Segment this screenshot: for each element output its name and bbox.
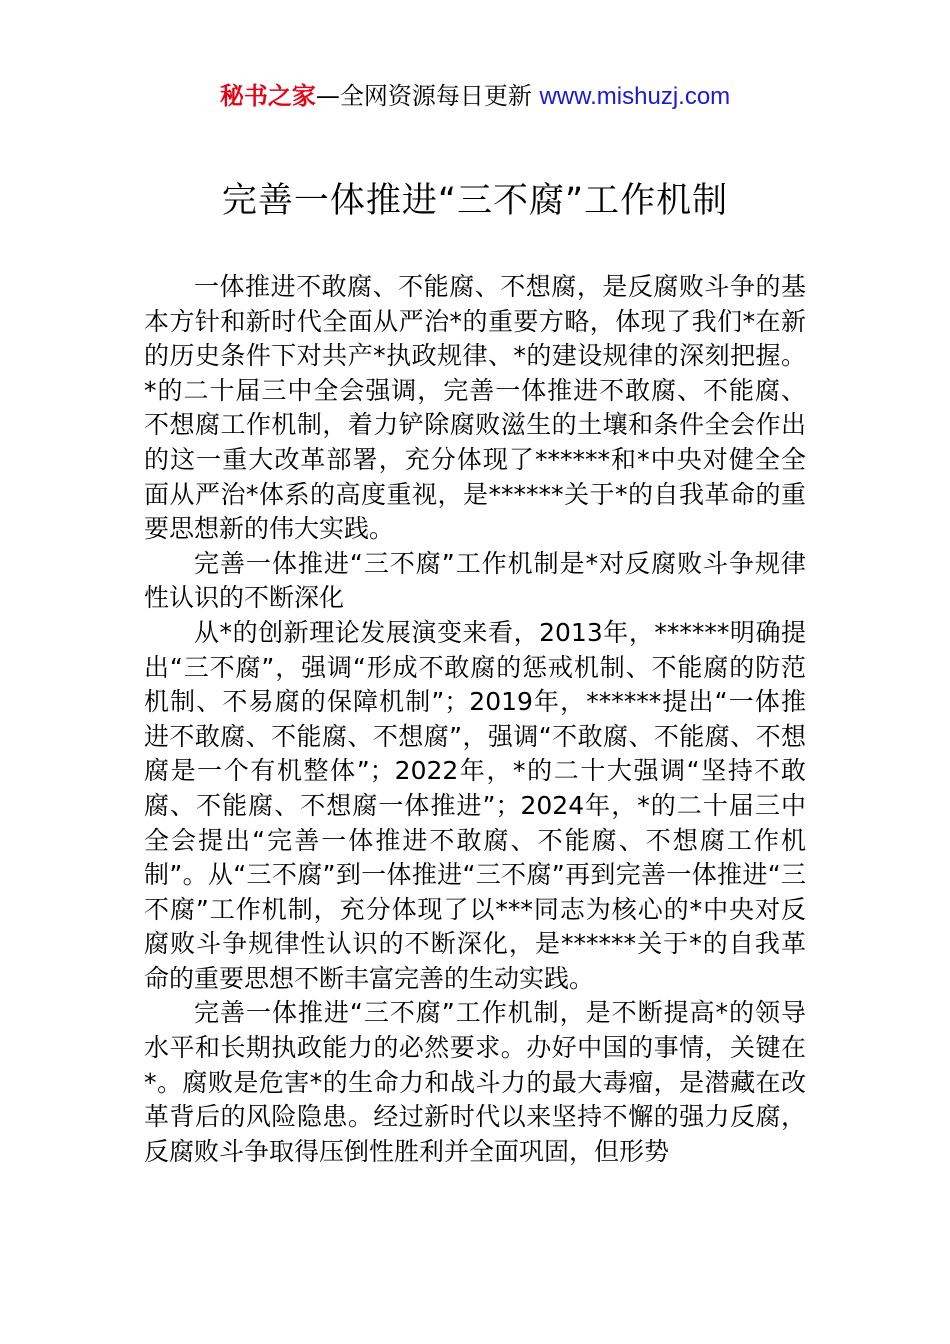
site-header [0,80,950,113]
paragraph: 从*的创新理论发展演变来看，2013年，******明确提出“三不腐”，强调“形成不敢腐的惩戒机制、不能腐的防范机制、不易腐的保障机制”；2019年，******提出“一体推进不敢腐、不能腐、不想腐”，强调“不敢腐、不能腐、不想腐是一个有机整体”；2022年，*的二十大强调“坚持不敢腐、不能腐、不想腐一体推进”；2024年，*的二十届三中全会提出“完善一体推进不敢腐、不能腐、不想腐工作机制”。从“三不腐”到一体推进“三不腐”再到完善一体推进“三不腐”工作机制，充分体现了以***同志为核心的*中央对反腐败斗争规律性认识的不断深化，是******关于*的自我革命的重要思想不断丰富完善的生动实践。 [144,617,806,993]
site-tagline: —全网资源每日更新 [315,82,540,110]
paragraph: 完善一体推进“三不腐”工作机制，是不断提高*的领导水平和长期执政能力的必然要求。办好中国的事情，关键在*。腐败是危害*的生命力和战斗力的最大毒瘤，是潜藏在改革背后的风险隐患。经过新时代以来坚持不懈的强力反腐，反腐败斗争取得压倒性胜利并全面巩固，但形势 [144,998,806,1166]
paragraph: 一体推进不敢腐、不能腐、不想腐，是反腐败斗争的基本方针和新时代全面从严治*的重要方略，体现了我们*在新的历史条件下对共产*执政规律、*的建设规律的深刻把握。*的二十届三中全会强调，完善一体推进不敢腐、不能腐、不想腐工作机制，着力铲除腐败滋生的土壤和条件全会作出的这一重大改革部署，充分体现了******和*中央对健全全面从严治*体系的高度重视，是******关于*的自我革命的重要思想新的伟大实践。 [144,272,806,544]
document-body [144,270,806,1169]
document-title: 完善一体推进“三不腐”工作机制 [221,181,729,221]
paragraph: 完善一体推进“三不腐”工作机制是*对反腐败斗争规律性认识的不断深化 [144,548,806,613]
site-brand: 秘书之家 [219,82,316,110]
site-url-link[interactable]: www.mishuzj.com [539,83,731,110]
